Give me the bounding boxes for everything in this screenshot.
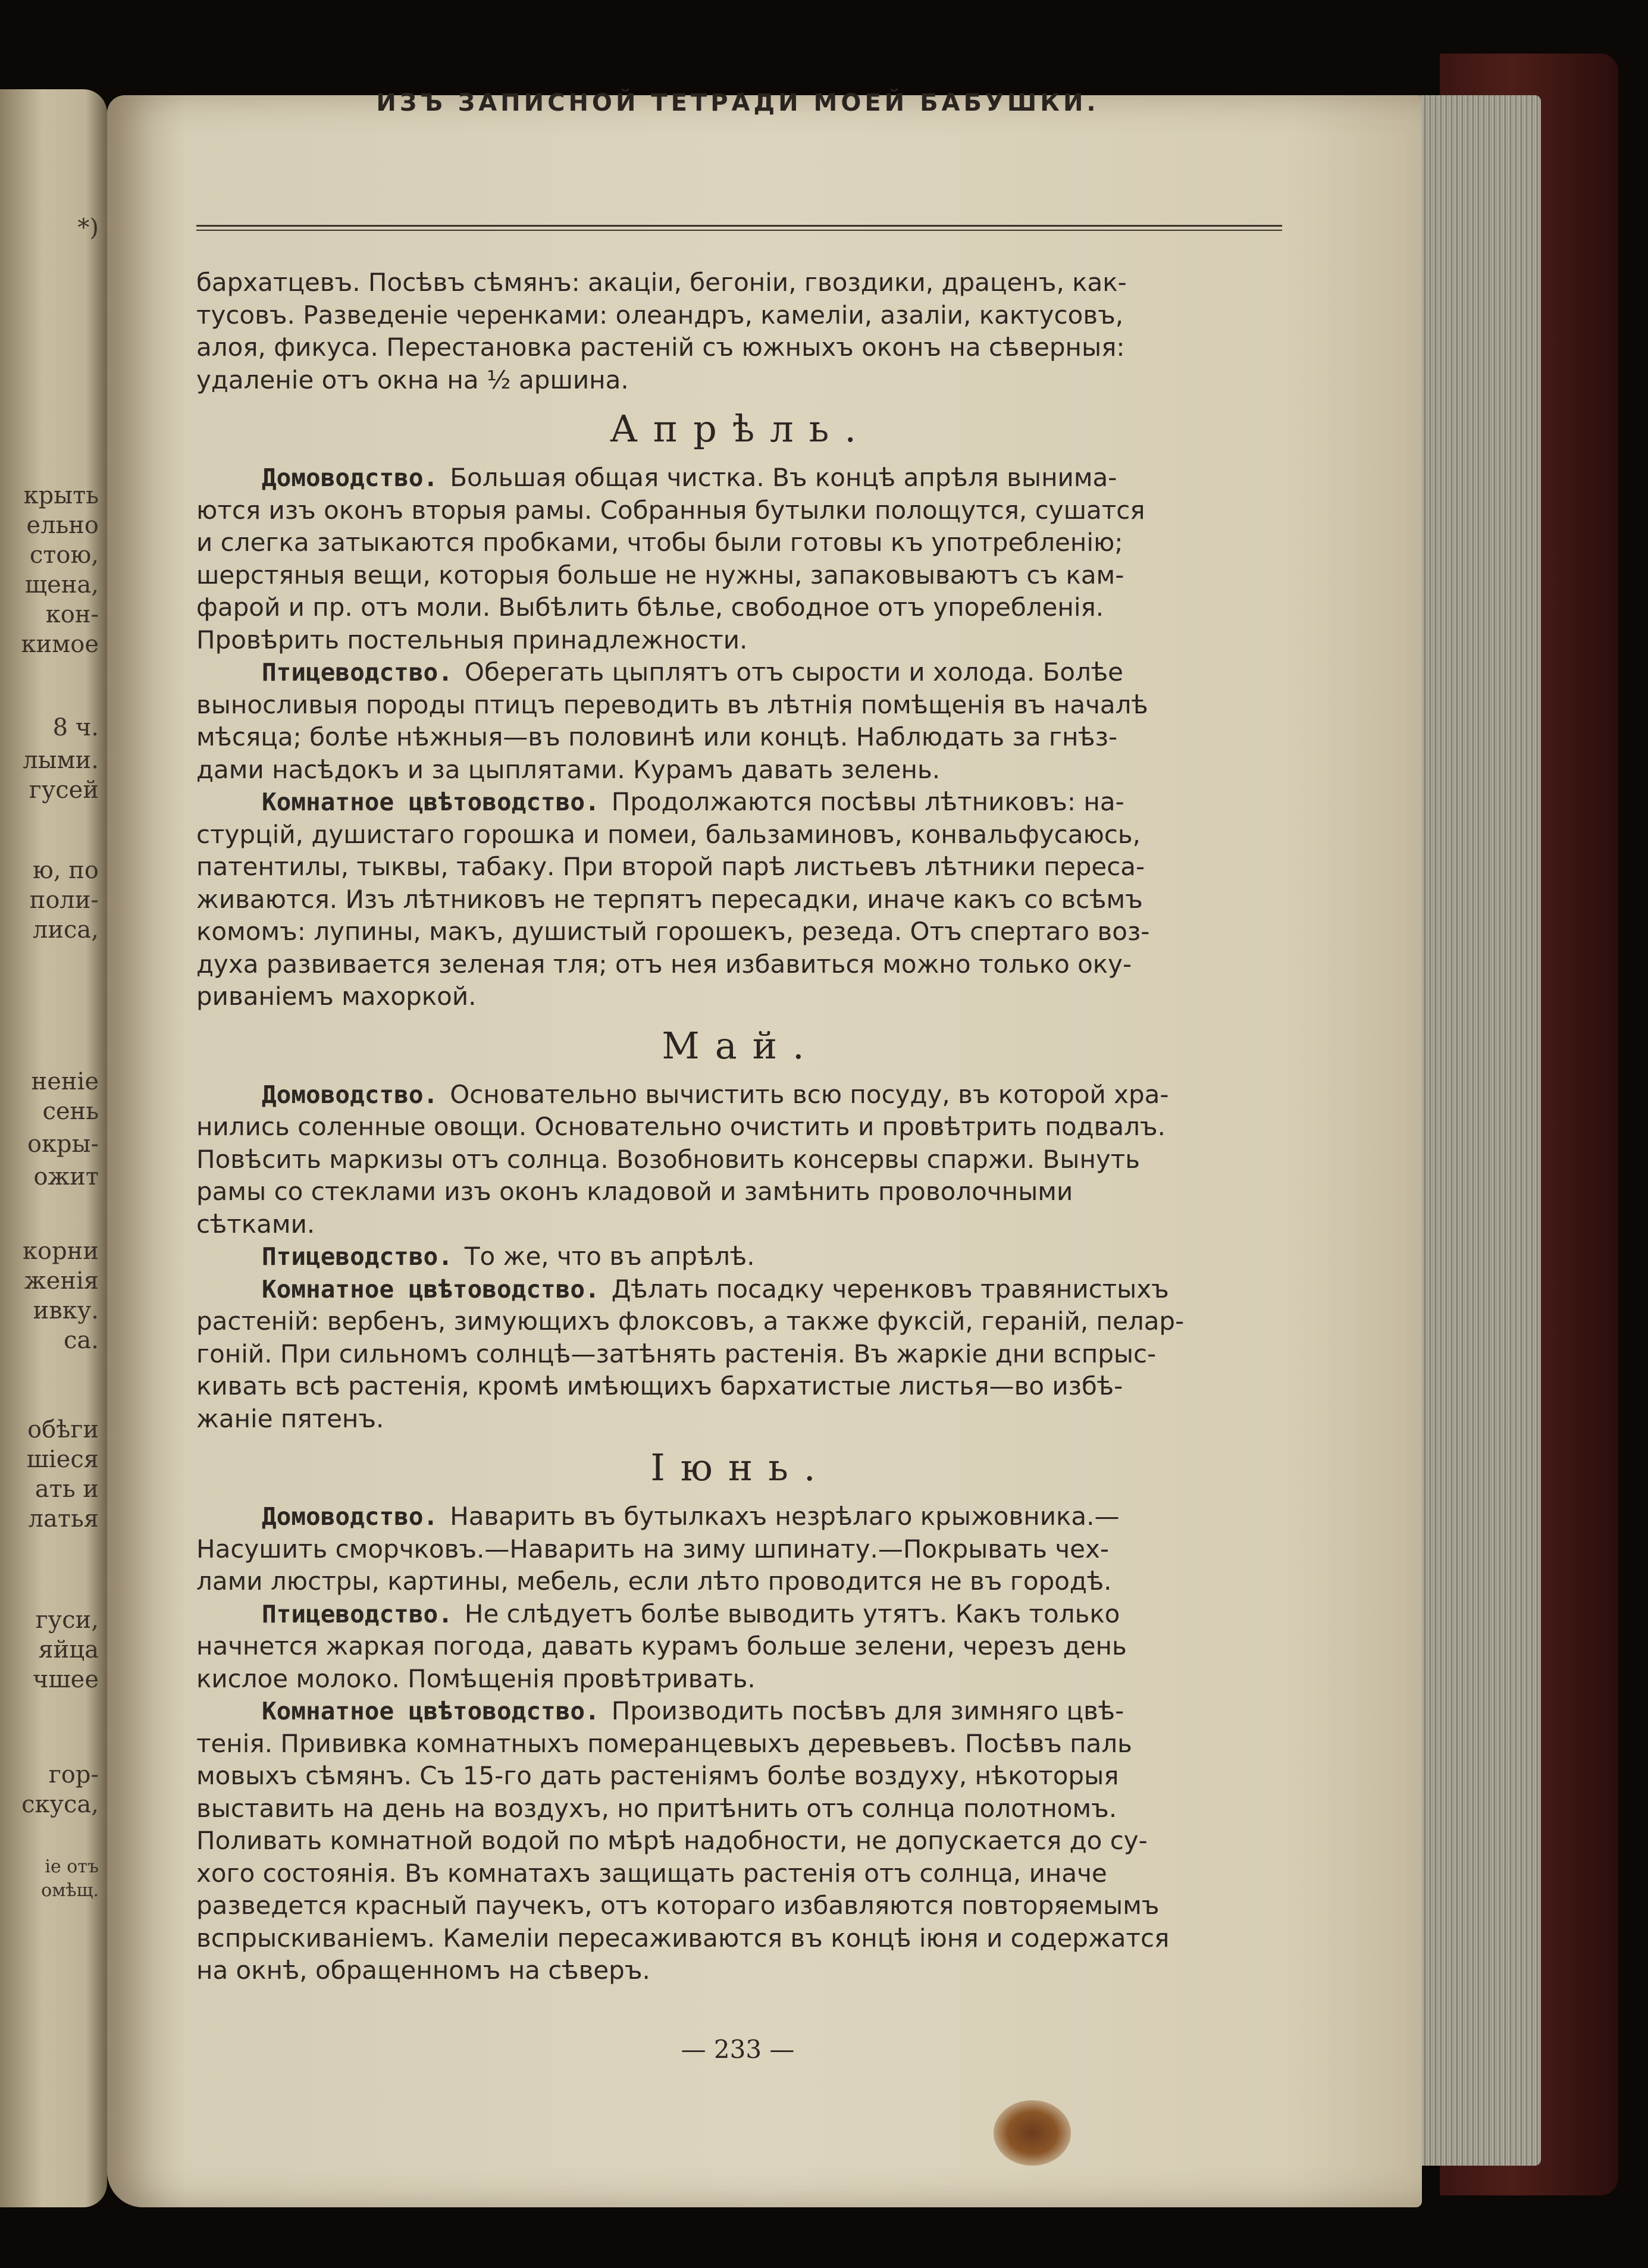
line-text: Продолжаются посѣвы лѣтниковъ: на-	[611, 787, 1124, 816]
text-line	[196, 267, 1285, 299]
line-text: фарой и пр. отъ моли. Выбѣлить бѣлье, свободное отъ упореблeнія.	[196, 593, 1104, 622]
section-label: Домоводство.	[262, 1080, 438, 1109]
left-page-fragment: ать и	[35, 1476, 99, 1503]
line-text: и слегка затыкаются пробками, чтобы были готовы къ употребленію;	[196, 528, 1123, 557]
line-text: То же, что въ апрѣлѣ.	[464, 1242, 755, 1271]
line-text: бархатцевъ. Посѣвъ сѣмянъ: акаціи, бегоніи, гвоздики, драценъ, как-	[196, 268, 1127, 297]
line-text: Большая общая чистка. Въ концѣ апрѣля вынима-	[450, 463, 1117, 492]
text-line	[196, 624, 1285, 657]
text-line	[196, 980, 1285, 1013]
line-text: Поливать комнатной водой по мѣрѣ надобности, не допускается до су-	[196, 1826, 1148, 1855]
text-line	[196, 1079, 1285, 1111]
text-line	[196, 1176, 1285, 1208]
section-label: Птицеводство.	[262, 658, 453, 687]
line-text: Дѣлать посадку черенковъ травянистыхъ	[611, 1274, 1169, 1304]
ink-stain	[994, 2100, 1071, 2166]
left-page-fragment: 8 ч.	[52, 714, 99, 741]
left-page-fragment: крыть	[23, 482, 99, 509]
left-facing-page	[0, 89, 107, 2207]
section-label: Комнатное цвѣтоводство.	[262, 1274, 600, 1304]
line-text: алоя, фикуса. Перестановка растеній съ южныхъ оконъ на сѣверныя:	[196, 333, 1125, 362]
text-line	[196, 1760, 1285, 1793]
line-text: ются изъ оконъ вторыя рамы. Собранныя бутылки полощутся, сушатся	[196, 495, 1145, 525]
line-text: шерстяныя вещи, которыя больше не нужны, запаковываютъ съ кам-	[196, 560, 1124, 590]
section-label: Птицеводство.	[262, 1599, 453, 1628]
page-number: — 233 —	[681, 2035, 795, 2064]
line-text: Производить посѣвъ для зимняго цвѣ-	[611, 1696, 1124, 1725]
line-text: разведется красный паучекъ, отъ котораго избавляются повторяемымъ	[196, 1891, 1160, 1920]
text-line	[196, 1144, 1285, 1176]
text-line	[196, 786, 1285, 819]
text-line	[196, 1370, 1285, 1403]
month-heading: Май.	[662, 1023, 820, 1067]
left-page-fragment: ивку.	[33, 1297, 99, 1324]
text-line	[196, 1533, 1285, 1566]
month-heading: Іюнь.	[650, 1446, 831, 1489]
line-text: Основательно вычистить всю посуду, въ которой хра-	[450, 1079, 1169, 1109]
text-line	[196, 1598, 1285, 1631]
text-line	[196, 656, 1285, 689]
text-line	[196, 462, 1285, 494]
left-page-fragment: стою,	[29, 541, 99, 569]
left-page-fragment: шіеся	[26, 1446, 99, 1473]
text-line	[196, 1954, 1285, 1987]
left-page-fragment: яйца	[38, 1636, 99, 1664]
text-line	[196, 916, 1285, 948]
section-label: Домоводство.	[262, 463, 438, 492]
text-line	[196, 1240, 1285, 1273]
line-text: лами люстры, картины, мебель, если лѣто проводится не въ городѣ.	[196, 1567, 1112, 1596]
text-line	[196, 1857, 1285, 1890]
text-line	[196, 527, 1285, 559]
text-line	[196, 591, 1285, 624]
text-line	[196, 1663, 1285, 1696]
left-page-fragment: кимое	[21, 631, 99, 658]
left-page-fragment: неніе	[31, 1068, 99, 1095]
text-line	[196, 1630, 1285, 1663]
line-text: вспрыскиваніемъ. Камеліи пересаживаются въ концѣ іюня и содержатся	[196, 1923, 1170, 1953]
text-line	[196, 1111, 1285, 1144]
left-page-fragment: латья	[28, 1505, 99, 1533]
page-text	[196, 267, 1285, 1987]
line-text: Оберегать цыплятъ отъ сырости и холода. Болѣе	[464, 657, 1124, 687]
text-line	[196, 1793, 1285, 1825]
text-line	[196, 819, 1285, 851]
header-rule-thin	[196, 230, 1282, 231]
text-line	[196, 1728, 1285, 1760]
line-text: риваніемъ махоркой.	[196, 982, 477, 1011]
left-page-fragment: *)	[77, 214, 99, 242]
text-line	[196, 948, 1285, 981]
left-page-fragment: сень	[42, 1098, 99, 1125]
line-text: Наварить въ бутылкахъ незрѣлаго крыжовника.—	[450, 1502, 1120, 1531]
left-page-fragment: ю, по	[33, 857, 99, 884]
left-page-fragment: гусей	[29, 776, 99, 804]
line-text: рамы со стеклами изъ оконъ кладовой и замѣнить проволочными	[196, 1177, 1073, 1206]
line-text: Не слѣдуетъ болѣе выводить утятъ. Какъ только	[464, 1599, 1120, 1628]
line-text: тусовъ. Разведеніе черенками: олеандръ, камеліи, азаліи, кактусовъ,	[196, 300, 1124, 330]
month-heading: Апрѣль.	[609, 407, 872, 450]
text-line	[196, 364, 1285, 397]
left-page-fragment: кон-	[45, 601, 99, 628]
line-text: мовыхъ сѣмянъ. Съ 15-го дать растеніямъ болѣе воздуху, нѣкоторыя	[196, 1761, 1119, 1790]
section-label: Комнатное цвѣтоводство.	[262, 1697, 600, 1725]
line-text: стурцій, душистаго горошка и помеи, бальзаминовъ, конвальфусаюсь,	[196, 819, 1141, 849]
line-text: патентилы, тыквы, табаку. При второй парѣ листьевъ лѣтники переса-	[196, 852, 1145, 881]
left-page-fragment: корни	[22, 1238, 99, 1265]
text-line	[196, 1338, 1285, 1371]
text-line	[196, 1890, 1285, 1922]
line-text: хого состоянія. Въ комнатахъ защищать растенія отъ солнца, иначе	[196, 1858, 1107, 1888]
line-text: жаніе пятенъ.	[196, 1404, 384, 1433]
left-page-fragment: гор-	[48, 1761, 99, 1788]
section-label: Комнатное цвѣтоводство.	[262, 788, 600, 816]
left-page-fragment: обѣги	[27, 1416, 99, 1443]
left-page-fragment: гуси,	[35, 1606, 99, 1634]
section-label: Домоводство.	[262, 1502, 438, 1531]
running-head: ИЗЪ ЗАПИСНОЙ ТЕТРАДИ МОЕЙ БАБУШКИ.	[376, 89, 1099, 117]
left-page-fragment: щена,	[24, 571, 99, 599]
line-text: гоній. При сильномъ солнцѣ—затѣнять растенія. Въ жаркіе дни вспрыс-	[196, 1339, 1157, 1368]
text-line	[196, 1565, 1285, 1598]
line-text: духа развивается зеленая тля; отъ нея избавиться можно только оку-	[196, 949, 1132, 979]
line-text: кислое молоко. Помѣщенія провѣтривать.	[196, 1664, 756, 1693]
text-line	[196, 1403, 1285, 1436]
text-line	[196, 851, 1285, 884]
left-page-fragment: ельно	[26, 512, 99, 539]
left-page-fragment: лиса,	[32, 916, 99, 944]
line-text: кивать всѣ растенія, кромѣ имѣющихъ бархатистые листья—во избѣ-	[196, 1371, 1123, 1401]
line-text: удаленіе отъ окна на ½ аршина.	[196, 365, 629, 394]
line-text: дами насѣдокъ и за цыплятами. Курамъ давать зелень.	[196, 754, 941, 784]
text-line	[196, 884, 1285, 916]
left-page-fragment: ожит	[33, 1163, 99, 1191]
line-text: начнется жаркая погода, давать курамъ больше зелени, черезъ день	[196, 1631, 1127, 1661]
text-line	[196, 1825, 1285, 1857]
line-text: выставить на день на воздухъ, но притѣнить отъ солнца полотномъ.	[196, 1793, 1117, 1823]
text-line	[196, 331, 1285, 364]
header-rule	[196, 225, 1282, 227]
line-text: Провѣрить постельныя принадлежности.	[196, 625, 748, 654]
section-label: Птицеводство.	[262, 1242, 453, 1271]
left-page-fragment: окры-	[27, 1130, 99, 1158]
text-line	[196, 721, 1285, 754]
left-page-fragment: скуса,	[21, 1791, 99, 1818]
left-page-fragment: іе отъ	[45, 1856, 99, 1877]
line-text: живаются. Изъ лѣтниковъ не терпятъ пересадки, иначе какъ со всѣмъ	[196, 884, 1143, 914]
line-text: комомъ: лупины, макъ, душистый горошекъ, резеда. Отъ спертаго воз-	[196, 917, 1150, 946]
line-text: на окнѣ, обращенномъ на сѣверъ.	[196, 1956, 650, 1985]
left-page-fragment: женія	[24, 1267, 99, 1295]
left-page-fragment: са.	[64, 1327, 99, 1354]
text-line	[196, 1695, 1285, 1728]
text-line	[196, 754, 1285, 787]
left-page-fragment: омѣщ.	[41, 1880, 99, 1901]
line-text: Повѣсить маркизы отъ солнца. Возобновить консервы спаржи. Вынуть	[196, 1144, 1140, 1174]
text-line	[196, 299, 1285, 332]
line-text: тенія. Прививка комнатныхъ померанцевыхъ деревьевъ. Посѣвъ паль	[196, 1728, 1132, 1758]
text-line	[196, 1500, 1285, 1533]
line-text: нились соленные овощи. Основательно очистить и провѣтрить подвалъ.	[196, 1112, 1165, 1141]
left-page-fragment: лыми.	[23, 747, 99, 774]
text-line	[196, 559, 1285, 592]
text-line	[196, 1305, 1285, 1338]
line-text: Насушить сморчковъ.—Наварить на зиму шпинату.—Покрывать чех-	[196, 1534, 1110, 1564]
left-page-fragment: поли-	[29, 886, 99, 914]
page-edges	[1416, 95, 1541, 2166]
line-text: выносливыя породы птицъ переводить въ лѣтнія помѣщенія въ началѣ	[196, 690, 1148, 719]
text-line	[196, 689, 1285, 722]
text-line	[196, 494, 1285, 527]
left-page-fragment: чшее	[33, 1666, 99, 1693]
line-text: сѣтками.	[196, 1209, 315, 1239]
text-line	[196, 1273, 1285, 1306]
line-text: растеній: вербенъ, зимующихъ флоксовъ, а также фуксій, гераній, пелар-	[196, 1307, 1185, 1336]
text-line	[196, 1922, 1285, 1955]
text-line	[196, 1208, 1285, 1241]
line-text: мѣсяца; болѣе нѣжныя—въ половинѣ или концѣ. Наблюдать за гнѣз-	[196, 722, 1118, 751]
